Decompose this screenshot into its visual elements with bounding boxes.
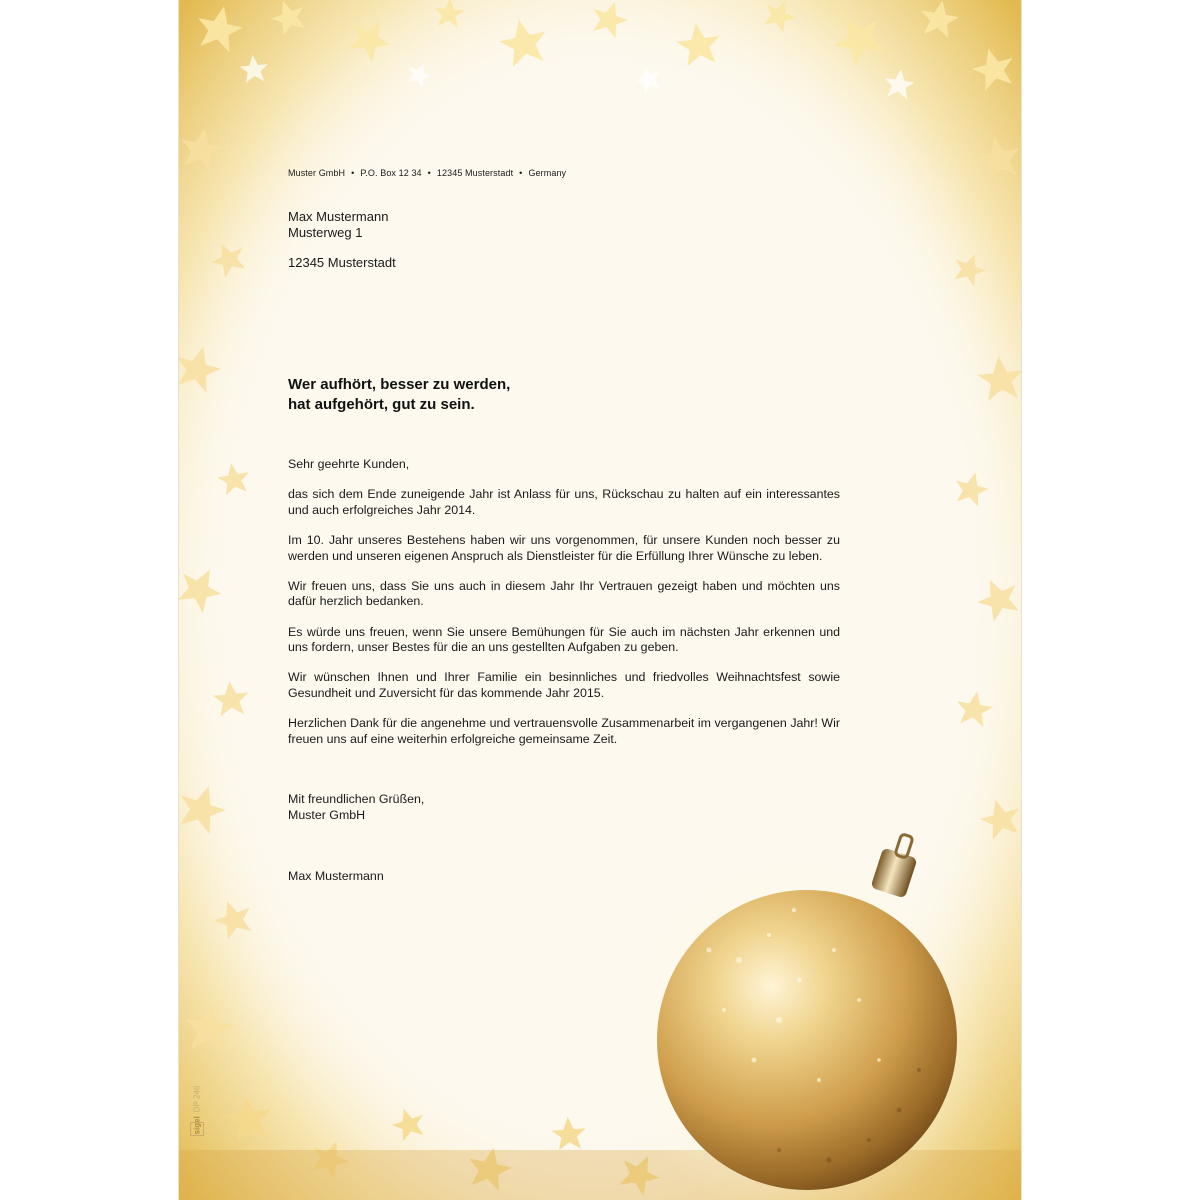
separator-bullet: • — [427, 168, 431, 178]
separator-bullet: • — [351, 168, 355, 178]
letter-paragraph: Wir wünschen Ihnen und Ihrer Familie ein besinnliches und friedvolles Weihnachtsfest sowie Gesundheit und Zuversicht für das kommende Jahr 2015. — [288, 670, 840, 700]
sender-country: Germany — [528, 168, 567, 178]
motto-line-2: hat aufgehört, gut zu sein. — [288, 396, 475, 413]
separator-bullet: • — [519, 168, 523, 178]
letter-paragraph: Es würde uns freuen, wenn Sie unsere Bemühungen für Sie auch im nächsten Jahr erkennen und uns fordern, unser Bestes für die an uns gestellten Aufgaben zu geben. — [288, 624, 840, 655]
product-code: DP 246 — [192, 1085, 202, 1113]
sender-return-address — [288, 168, 566, 178]
letter-paragraph: das sich dem Ende zuneigende Jahr ist Anlass für uns, Rückschau zu halten auf ein interessantes und auch erfolgreiches Jahr 2014. — [288, 487, 840, 517]
closing-phrase: Mit freundlichen Grüßen, — [288, 792, 425, 806]
closing-company: Muster GmbH — [288, 807, 366, 822]
sender-city: 12345 Musterstadt — [436, 168, 514, 178]
letterhead-sheet — [179, 0, 1021, 1200]
recipient-name: Max Mustermann — [288, 209, 389, 224]
sender-company: Muster GmbH — [288, 168, 346, 178]
motto-line-1: Wer aufhört, besser zu werden, — [288, 376, 511, 393]
recipient-address — [288, 209, 396, 271]
brand-box-icon — [190, 1122, 204, 1136]
recipient-street: Musterweg 1 — [288, 225, 363, 240]
signature-name: Max Mustermann — [288, 869, 384, 883]
letter-body — [288, 457, 840, 762]
motto-heading — [288, 375, 510, 415]
recipient-city: 12345 Musterstadt — [288, 255, 396, 270]
letter-paragraph: Wir freuen uns, dass Sie uns auch in diesem Jahr Ihr Vertrauen gezeigt haben und möchten uns dafür herzlich bedanken. — [288, 578, 840, 609]
letter-paragraph: Herzlichen Dank für die angenehme und vertrauensvolle Zusammenarbeit im vergangenen Jahr! Wir freuen uns auf eine weiterhin erfolgreiche gemeinsame Zeit. — [288, 716, 840, 746]
letter-paragraph: Im 10. Jahr unseres Bestehens haben wir uns vorgenommen, für unsere Kunden noch besser zu werden und unseren eigenen Anspruch als Dienstleister für die Erfüllung Ihrer Wünsche zu leben. — [288, 532, 840, 563]
brand-mark — [189, 1060, 205, 1140]
closing-block — [288, 792, 424, 823]
sender-pobox: P.O. Box 12 34 — [360, 168, 422, 178]
brand-logo: sigel — [192, 1116, 202, 1135]
salutation: Sehr geehrte Kunden, — [288, 457, 410, 471]
